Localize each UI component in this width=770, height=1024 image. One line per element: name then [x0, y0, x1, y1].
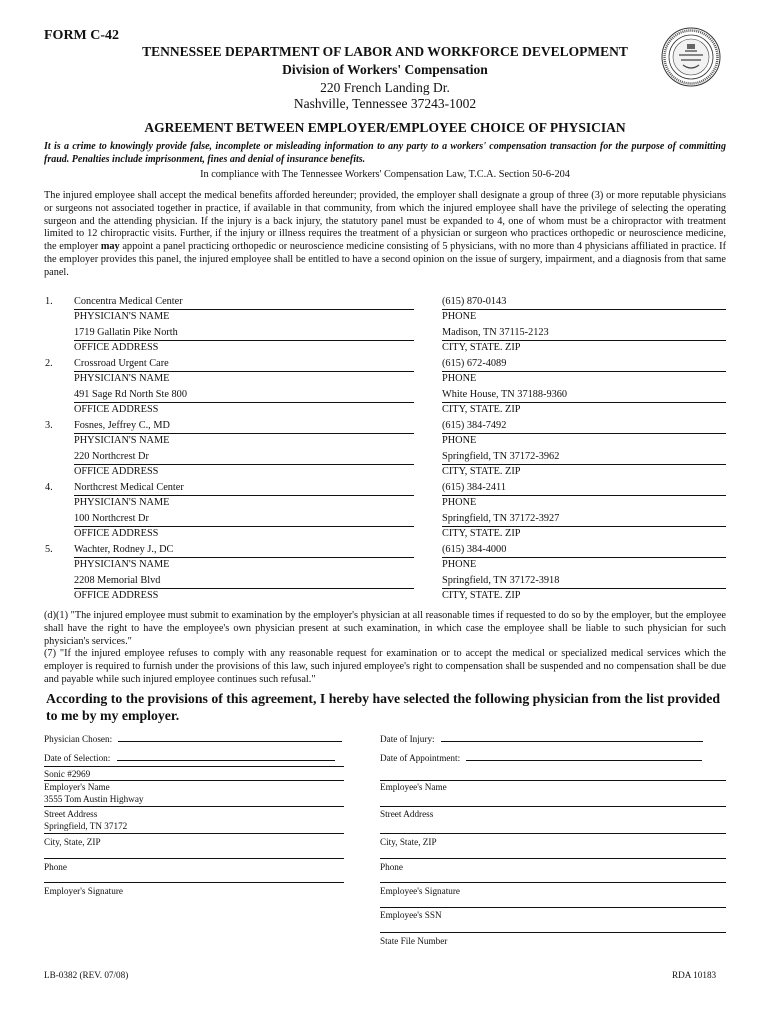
employee-signature-label: Employee's Signature	[380, 886, 460, 896]
city-state-zip-label: CITY, STATE. ZIP	[442, 528, 521, 539]
office-address-field[interactable]: 2208 Memorial Blvd	[74, 575, 414, 589]
division-name: Division of Workers' Compensation	[282, 62, 488, 77]
city-state-zip-field[interactable]: Springfield, TN 37172-3927	[442, 513, 726, 527]
entry-number: 1.	[45, 296, 53, 307]
intro-text-before: The injured employee shall accept the medical benefits afforded hereunder; provided, the employer shall designate a group of three (3) or more reputable physicians or surgeons not associated together in practice, if available in that community, from which the injured employee shall have the privilege of selecting the operating surgeon and the attending physician. If the injury is a back injury, the statutory panel must be expanded to 4, one of whom must be a chiropractor with treatment limited to 12 chiropractic visits. Further, if the injury or illness requires the treatment of a physician or surgeon who practices orthopedic or neuroscience medicine, the employer	[44, 190, 726, 253]
date-of-injury-row	[380, 733, 703, 744]
fraud-warning: It is a crime to knowingly provide false, incomplete or misleading information to any party to a workers' compensation transaction for the purpose of committing fraud. Penalties include imprisonment, fines and denial of insurance benefits.	[44, 141, 726, 165]
compliance-statement: In compliance with The Tennessee Workers' Compensation Law, T.C.A. Section 50-6-204	[200, 169, 570, 180]
intro-may-emphasis: may	[100, 241, 120, 253]
physician-name-label: PHYSICIAN'S NAME	[74, 373, 170, 384]
date-of-selection-input[interactable]	[117, 752, 335, 761]
divider	[44, 780, 344, 781]
divider	[44, 858, 344, 859]
city-state-zip-field[interactable]: White House, TN 37188-9360	[442, 389, 726, 403]
employee-street-label: Street Address	[380, 809, 434, 819]
physician-chosen-input[interactable]	[118, 733, 342, 742]
phone-field[interactable]: (615) 384-2411	[442, 482, 726, 496]
employee-ssn-label: Employee's SSN	[380, 910, 442, 920]
physician-chosen-label: Physician Chosen:	[44, 734, 113, 744]
office-address-label: OFFICE ADDRESS	[74, 528, 159, 539]
phone-label: PHONE	[442, 497, 477, 508]
office-address-label: OFFICE ADDRESS	[74, 342, 159, 353]
physician-name-label: PHYSICIAN'S NAME	[74, 497, 170, 508]
date-of-selection-row	[44, 752, 335, 763]
office-address-label: OFFICE ADDRESS	[74, 590, 159, 601]
department-name: TENNESSEE DEPARTMENT OF LABOR AND WORKFORCE DEVELOPMENT	[142, 44, 628, 59]
intro-paragraph	[44, 190, 726, 280]
phone-field[interactable]: (615) 384-4000	[442, 544, 726, 558]
employee-name-label: Employee's Name	[380, 782, 447, 792]
city-state-zip-field[interactable]: Springfield, TN 37172-3918	[442, 575, 726, 589]
intro-text-after: appoint a panel practicing orthopedic or neuroscience medicine consisting of 5 physicians, with no more than 4 physicians affiliated in practice. If the employer provides this panel, the injured employee shall be entitled to have a second opinion on the issue of surgery, impairment, and a diagnosis from that same panel.	[44, 241, 726, 278]
physician-name-field[interactable]: Crossroad Urgent Care	[74, 358, 414, 372]
phone-label: PHONE	[442, 311, 477, 322]
law-section-d1: (d)(1) "The injured employee must submit to examination by the employer's physician at all reasonable times if requested to do so by the employer, but the employee shall have the right to have the employee's own physician present at such examination, in which case the employee shall be liable to such physician for such physician's services."	[44, 610, 726, 647]
date-of-appointment-label: Date of Appointment:	[380, 753, 461, 763]
physician-entry	[0, 544, 770, 606]
city-state-zip-label: CITY, STATE. ZIP	[442, 466, 521, 477]
physician-name-field[interactable]: Fosnes, Jeffrey C., MD	[74, 420, 414, 434]
date-of-selection-label: Date of Selection:	[44, 753, 111, 763]
office-address-label: OFFICE ADDRESS	[74, 466, 159, 477]
employer-name-value[interactable]: Sonic #2969	[44, 769, 91, 779]
physician-name-field[interactable]: Northcrest Medical Center	[74, 482, 414, 496]
physician-name-field[interactable]: Wachter, Rodney J., DC	[74, 544, 414, 558]
city-state-zip-label: CITY, STATE. ZIP	[442, 404, 521, 415]
phone-field[interactable]: (615) 870-0143	[442, 296, 726, 310]
phone-field[interactable]: (615) 672-4089	[442, 358, 726, 372]
phone-field[interactable]: (615) 384-7492	[442, 420, 726, 434]
agreement-title: AGREEMENT BETWEEN EMPLOYER/EMPLOYEE CHOICE OF PHYSICIAN	[144, 120, 626, 135]
law-section-7: (7) "If the injured employee refuses to comply with any reasonable request for examination or to accept the medical or specialized medical services which the employer is required to furnish under the provisions of this law, such injured employee's right to compensation shall be suspended and no compensation shall be due and payable while such injured employee continues such refusal."	[44, 648, 726, 685]
divider	[380, 780, 726, 781]
employer-name-label: Employer's Name	[44, 782, 110, 792]
employer-city-label: City, State, ZIP	[44, 837, 101, 847]
city-state-zip-label: CITY, STATE. ZIP	[442, 342, 521, 353]
physician-name-label: PHYSICIAN'S NAME	[74, 311, 170, 322]
employee-phone-label: Phone	[380, 862, 403, 872]
physician-name-field[interactable]: Concentra Medical Center	[74, 296, 414, 310]
employer-street-label: Street Address	[44, 809, 98, 819]
form-number: FORM C-42	[44, 28, 120, 43]
physician-entry	[0, 296, 770, 358]
phone-label: PHONE	[442, 373, 477, 384]
city-state-zip-label: CITY, STATE. ZIP	[442, 590, 521, 601]
office-address-field[interactable]: 1719 Gallatin Pike North	[74, 327, 414, 341]
phone-label: PHONE	[442, 559, 477, 570]
entry-number: 4.	[45, 482, 53, 493]
divider	[380, 882, 726, 883]
date-of-injury-label: Date of Injury:	[380, 734, 435, 744]
office-address-field[interactable]: 100 Northcrest Dr	[74, 513, 414, 527]
divider	[44, 833, 344, 834]
divider	[380, 858, 726, 859]
date-of-appointment-row	[380, 752, 702, 763]
city-state-zip-field[interactable]: Springfield, TN 37172-3962	[442, 451, 726, 465]
employer-street-value[interactable]: 3555 Tom Austin Highway	[44, 794, 144, 804]
physician-entry	[0, 482, 770, 544]
divider	[44, 882, 344, 883]
department-street: 220 French Landing Dr.	[320, 80, 450, 95]
date-of-appointment-input[interactable]	[466, 752, 702, 761]
date-of-injury-input[interactable]	[441, 733, 703, 742]
office-address-field[interactable]: 220 Northcrest Dr	[74, 451, 414, 465]
department-city: Nashville, Tennessee 37243-1002	[293, 96, 477, 111]
divider	[380, 932, 726, 933]
law-excerpts	[44, 610, 726, 687]
employer-signature-label: Employer's Signature	[44, 886, 123, 896]
physician-name-label: PHYSICIAN'S NAME	[74, 435, 170, 446]
divider	[44, 766, 344, 767]
selection-statement: According to the provisions of this agreement, I hereby have selected the following physician from the list provided to me by my employer.	[46, 691, 720, 723]
city-state-zip-field[interactable]: Madison, TN 37115-2123	[442, 327, 726, 341]
physician-entry	[0, 420, 770, 482]
employer-city-value[interactable]: Springfield, TN 37172	[44, 821, 128, 831]
entry-number: 3.	[45, 420, 53, 431]
physician-chosen-row	[44, 733, 342, 744]
physician-name-label: PHYSICIAN'S NAME	[74, 559, 170, 570]
divider	[380, 806, 726, 807]
divider	[380, 907, 726, 908]
phone-label: PHONE	[442, 435, 477, 446]
state-file-number-label: State File Number	[380, 936, 448, 946]
form-revision: LB-0382 (REV. 07/08)	[44, 970, 129, 980]
office-address-label: OFFICE ADDRESS	[74, 404, 159, 415]
entry-number: 2.	[45, 358, 53, 369]
state-seal-icon	[661, 27, 721, 87]
office-address-field[interactable]: 491 Sage Rd North Ste 800	[74, 389, 414, 403]
divider	[44, 806, 344, 807]
form-rda-code: RDA 10183	[672, 970, 717, 980]
divider	[380, 833, 726, 834]
employer-phone-label: Phone	[44, 862, 67, 872]
physician-entry	[0, 358, 770, 420]
entry-number: 5.	[45, 544, 53, 555]
employee-city-label: City, State, ZIP	[380, 837, 437, 847]
